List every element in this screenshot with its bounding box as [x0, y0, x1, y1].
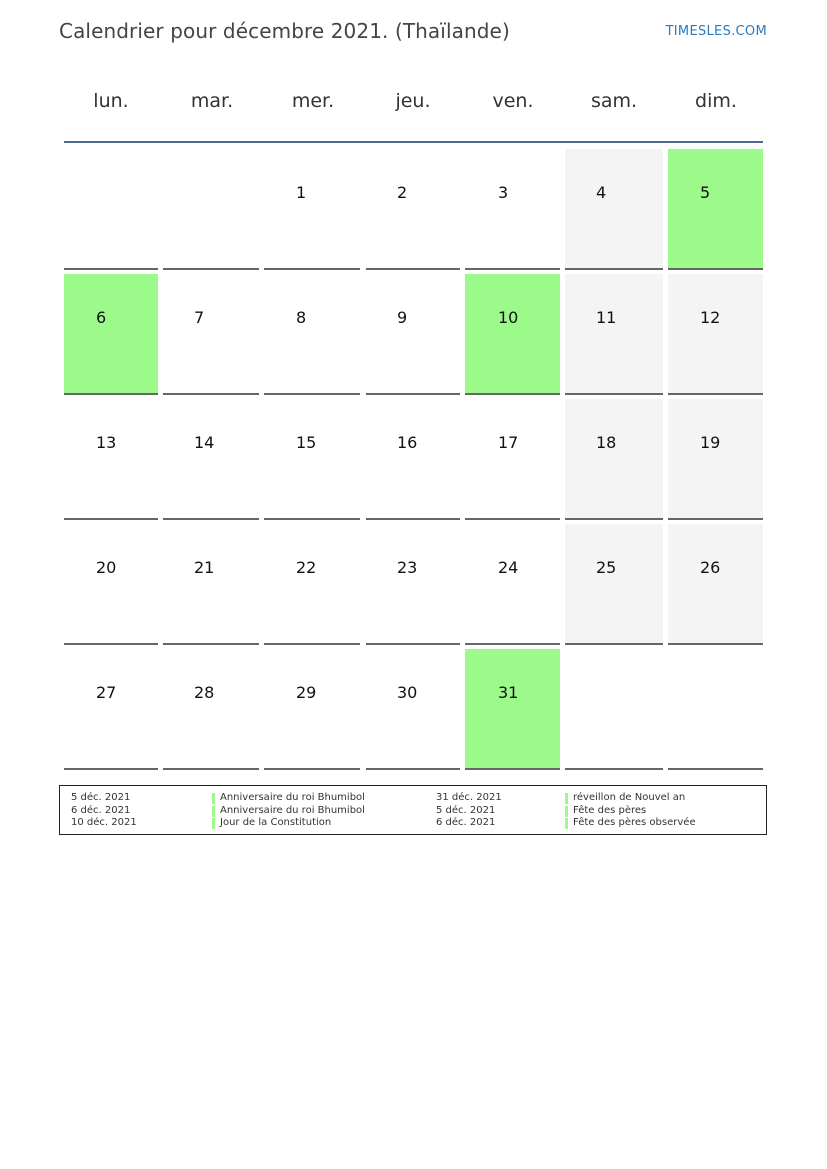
weekday-label: dim.: [695, 90, 737, 112]
brand-logo[interactable]: TIMESLES.COM: [665, 24, 767, 39]
weekday-label: ven.: [492, 90, 534, 112]
day-cell[interactable]: [366, 524, 460, 645]
day-number: 25: [596, 558, 617, 577]
legend-color-marker: [212, 793, 215, 804]
day-cell[interactable]: [163, 399, 259, 520]
header-divider: [64, 141, 763, 143]
day-cell[interactable]: [465, 274, 560, 395]
weekday-label: lun.: [93, 90, 129, 112]
day-number: 26: [700, 558, 721, 577]
day-cell[interactable]: [668, 399, 763, 520]
day-cell[interactable]: [465, 399, 560, 520]
weekday-header: [61, 90, 766, 120]
day-number: 21: [194, 558, 215, 577]
day-cell[interactable]: [163, 649, 259, 770]
weekday-label: sam.: [590, 90, 638, 112]
day-number: 9: [397, 308, 408, 327]
legend-color-marker: [565, 818, 568, 829]
legend-holiday-name: Fête des pères observée: [573, 817, 696, 828]
day-cell[interactable]: [64, 399, 158, 520]
day-cell[interactable]: [64, 649, 158, 770]
day-number: 23: [397, 558, 418, 577]
page-title: Calendrier pour décembre 2021. (Thaïlande): [59, 19, 510, 43]
day-number: 17: [498, 433, 519, 452]
day-cell[interactable]: [366, 399, 460, 520]
empty-day-cell: [565, 649, 663, 770]
legend-holiday-name: Anniversaire du roi Bhumibol: [220, 804, 365, 816]
day-cell[interactable]: [163, 524, 259, 645]
day-cell[interactable]: [64, 524, 158, 645]
legend-holiday-name: réveillon de Nouvel an: [573, 792, 686, 803]
day-cell[interactable]: [64, 274, 158, 395]
legend-holiday-name: Jour de la Constitution: [220, 817, 332, 828]
day-cell[interactable]: [565, 524, 663, 645]
day-number: 28: [194, 683, 215, 702]
day-cell[interactable]: [668, 524, 763, 645]
day-number: 6: [96, 308, 107, 327]
day-number: 18: [596, 433, 617, 452]
empty-day-cell: [64, 149, 158, 270]
day-cell[interactable]: [565, 274, 663, 395]
day-number: 14: [194, 433, 215, 452]
day-number: 12: [700, 308, 721, 327]
day-number: 15: [296, 433, 317, 452]
legend-date: 5 déc. 2021: [71, 792, 131, 803]
empty-day-cell: [163, 149, 259, 270]
day-number: 7: [194, 308, 205, 327]
legend-date: 6 déc. 2021: [436, 817, 496, 828]
day-number: 29: [296, 683, 317, 702]
legend-date: 5 déc. 2021: [436, 804, 496, 816]
day-number: 30: [397, 683, 418, 702]
weekday-label: jeu.: [395, 90, 431, 112]
legend-color-marker: [212, 818, 215, 829]
legend-color-marker: [565, 806, 568, 817]
day-number: 24: [498, 558, 519, 577]
day-cell[interactable]: [264, 649, 360, 770]
day-cell[interactable]: [264, 399, 360, 520]
day-cell[interactable]: [668, 149, 763, 270]
day-cell[interactable]: [565, 399, 663, 520]
day-number: 3: [498, 183, 509, 202]
day-cell[interactable]: [465, 649, 560, 770]
day-cell[interactable]: [163, 274, 259, 395]
holiday-legend: [59, 785, 767, 835]
day-number: 1: [296, 183, 307, 202]
legend-date: 6 déc. 2021: [71, 804, 131, 816]
empty-day-cell: [668, 649, 763, 770]
day-number: 5: [700, 183, 711, 202]
day-cell[interactable]: [465, 524, 560, 645]
day-number: 31: [498, 683, 519, 702]
day-number: 19: [700, 433, 721, 452]
day-number: 20: [96, 558, 117, 577]
day-number: 11: [596, 308, 617, 327]
legend-holiday-name: Fête des pères: [573, 804, 647, 816]
day-cell[interactable]: [264, 274, 360, 395]
day-number: 13: [96, 433, 117, 452]
day-cell[interactable]: [366, 149, 460, 270]
day-number: 8: [296, 308, 307, 327]
day-number: 27: [96, 683, 117, 702]
legend-color-marker: [212, 806, 215, 817]
legend-holiday-name: Anniversaire du roi Bhumibol: [220, 792, 365, 803]
day-cell[interactable]: [264, 149, 360, 270]
day-number: 16: [397, 433, 418, 452]
day-cell[interactable]: [565, 149, 663, 270]
day-number: 4: [596, 183, 607, 202]
day-number: 22: [296, 558, 317, 577]
day-cell[interactable]: [668, 274, 763, 395]
day-number: 2: [397, 183, 408, 202]
legend-color-marker: [565, 793, 568, 804]
weekday-label: mer.: [291, 90, 335, 112]
day-cell[interactable]: [366, 649, 460, 770]
legend-date: 31 déc. 2021: [436, 792, 502, 803]
day-cell[interactable]: [465, 149, 560, 270]
day-number: 10: [498, 308, 519, 327]
day-cell[interactable]: [366, 274, 460, 395]
legend-date: 10 déc. 2021: [71, 817, 137, 828]
day-cell[interactable]: [264, 524, 360, 645]
weekday-label: mar.: [190, 90, 234, 112]
